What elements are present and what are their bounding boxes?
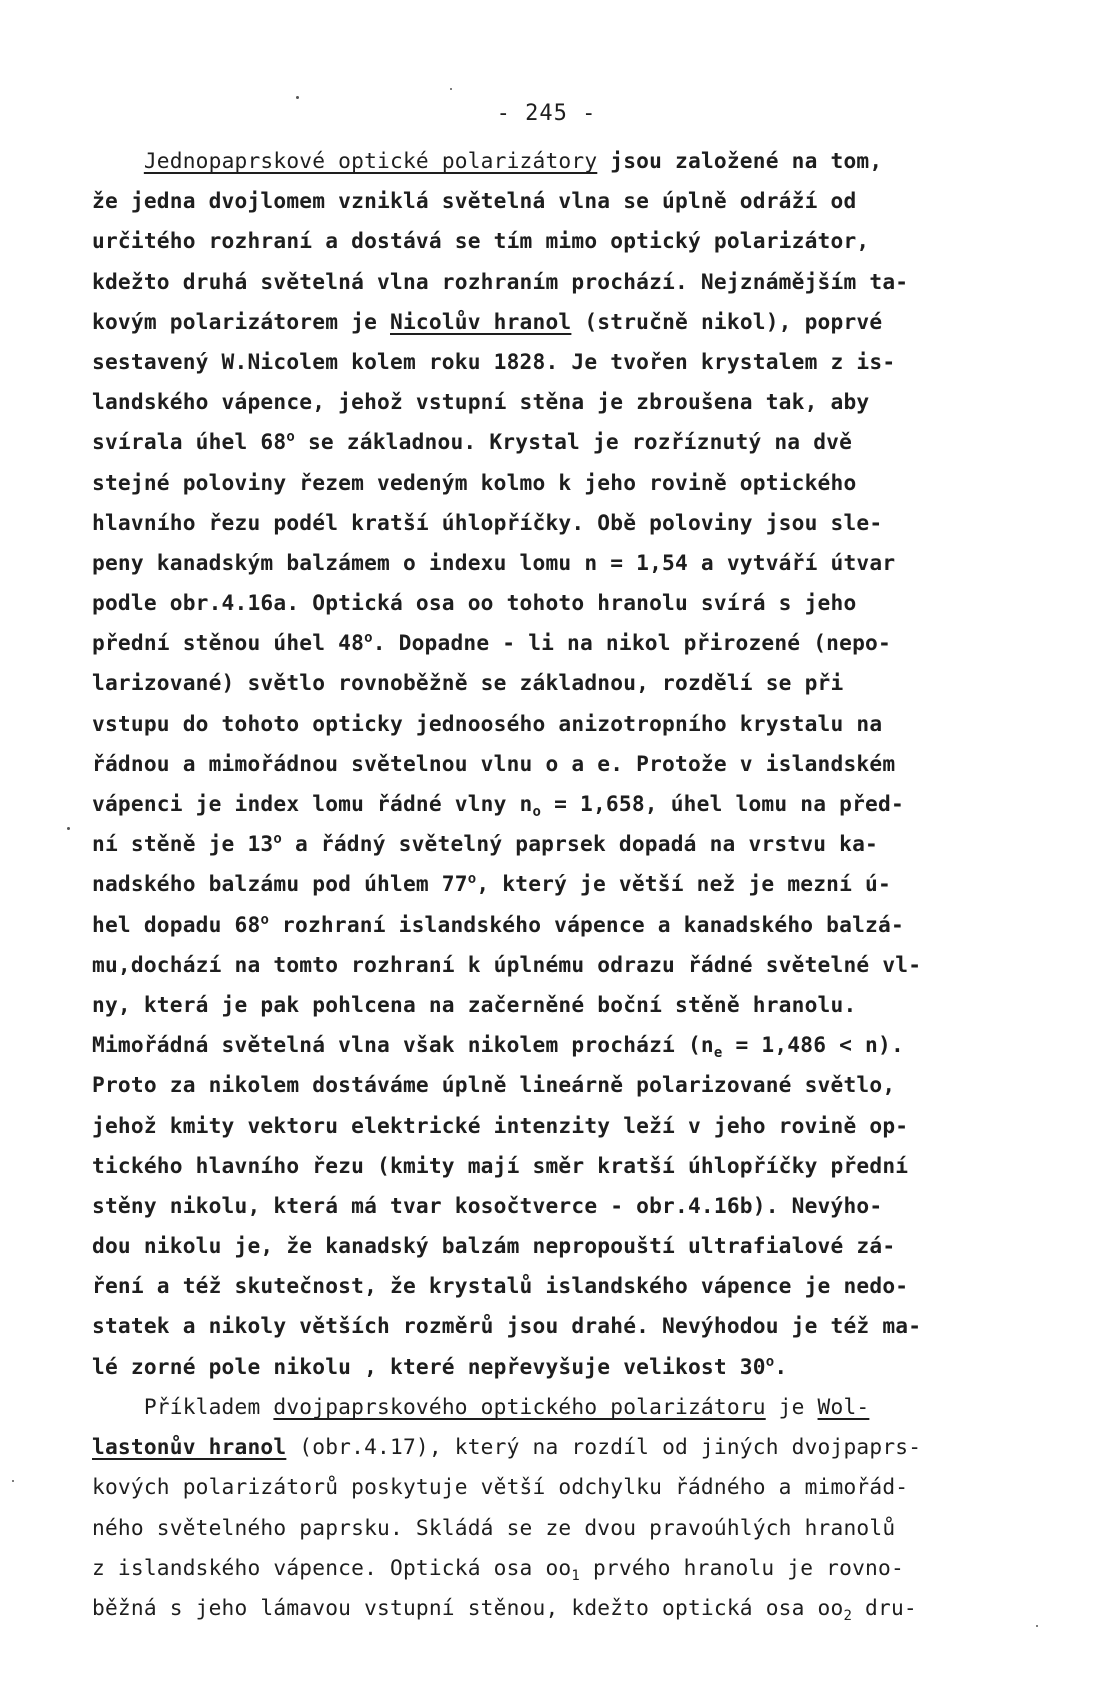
text-line: statek a nikoly větších rozměrů jsou drahé. Nevýhodou je též ma- <box>92 1313 922 1339</box>
text-line: přední stěnou úhel 48$^o$. Dopadne - li na nikol přirozené (nepo- <box>92 630 891 656</box>
axis-index-subscript: 2 <box>843 1608 853 1625</box>
extraordinary-index-subscript: e <box>713 1045 723 1062</box>
text-line: lastonův hranol (obr.4.17), který na rozdíl od jiných dvojpaprs- <box>92 1434 922 1460</box>
text-line: mu,dochází na tomto rozhraní k úplnému odrazu řádné světelné vl- <box>92 951 922 977</box>
text-line: larizované) světlo rovnoběžně se základnou, rozdělí se při <box>92 670 844 696</box>
text-line: stejné poloviny řezem vedeným kolmo k jeho rovině optického <box>92 469 857 495</box>
degree-superscript: o <box>286 429 295 446</box>
degree-superscript: o <box>273 831 283 848</box>
text-line: kových polarizátorů poskytuje větší odchylku řádného a mimořád- <box>92 1474 909 1500</box>
text-line: hel dopadu 68$^o$ rozhraní islandského vápence a kanadského balzá- <box>92 911 904 937</box>
text-line: sestavený W.Nicolem kolem roku 1828. Je tvořen krystalem z is- <box>92 348 896 374</box>
page-number: - 245 - <box>496 101 597 126</box>
ordinary-index-subscript: o <box>532 804 542 821</box>
term-double-beam-polarizer: dvojpaprskového optického polarizátoru <box>273 1394 766 1419</box>
text-line: podle obr.4.16a. Optická osa oo tohoto hranolu svírá s jeho <box>92 590 857 616</box>
term-nicol-prism: Nicolův hranol <box>390 308 572 334</box>
scan-speck <box>1036 1625 1038 1627</box>
text-line: že jedna dvojlomem vzniklá světelná vlna se úplně odráží od <box>92 188 857 214</box>
paragraph-wollaston-prism <box>92 1387 1052 1628</box>
text-line: kdežto druhá světelná vlna rozhraním prochází. Nejznámějším ta- <box>92 268 909 294</box>
text-line: ny, která je pak pohlcena na začerněné boční stěně hranolu. <box>92 991 857 1017</box>
text-line: landského vápence, jehož vstupní stěna je zbroušena tak, aby <box>92 389 870 415</box>
text-line: vstupu do tohoto opticky jednoosého anizotropního krystalu na <box>92 710 883 736</box>
text-line: lé zorné pole nikolu , které nepřevyšuje velikost 30$^o$. <box>92 1353 788 1379</box>
text-line: z islandského vápence. Optická osa $oo_1$ prvého hranolu je rovno- <box>92 1554 904 1584</box>
text-line: ného světelného paprsku. Skládá se ze dvou pravoúhlých hranolů <box>92 1514 896 1540</box>
text-line: ření a též skutečnost, že krystalů islandského vápence je nedo- <box>92 1273 909 1299</box>
scan-speck <box>450 88 452 90</box>
paragraph-nicol-prism <box>92 141 1052 1387</box>
text-line: tického hlavního řezu (kmity mají směr kratší úhlopříčky přední <box>92 1152 909 1178</box>
term-single-beam-polarizers: Jednopaprskové optické polarizátory <box>143 148 598 173</box>
scan-speck <box>296 96 299 99</box>
degree-superscript: o <box>260 911 270 928</box>
term-wollaston-prism-end: lastonův hranol <box>92 1434 287 1460</box>
degree-superscript: o <box>467 871 477 888</box>
text-line: Příkladem dvojpaprskového optického polarizátoru je Wol- <box>92 1394 870 1419</box>
text-line: kovým polarizátorem je Nicolův hranol (stručně nikol), poprvé <box>92 308 883 334</box>
scan-speck <box>12 1480 14 1482</box>
degree-superscript: o <box>765 1353 775 1370</box>
text-line: hlavního řezu podél kratší úhlopříčky. Obě poloviny jsou sle- <box>92 509 883 535</box>
text-line: jehož kmity vektoru elektrické intenzity leží v jeho rovině op- <box>92 1112 909 1138</box>
text-line: vápenci je index lomu řádné vlny $n_o = 1,658$, úhel lomu na před- <box>92 791 904 821</box>
text-line: stěny nikolu, která má tvar kosočtverce - obr.4.16b). Nevýho- <box>92 1192 883 1218</box>
text-line: určitého rozhraní a dostává se tím mimo optický polarizátor, <box>92 228 870 254</box>
text-line: Jednopaprskové optické polarizátory jsou založené na tom, <box>143 148 883 173</box>
text-line: Proto za nikolem dostáváme úplně lineárně polarizované světlo, <box>92 1072 896 1098</box>
text-line: Mimořádná světelná vlna však nikolem prochází $(n_e = 1,486 < n)$. <box>92 1032 904 1062</box>
scan-speck <box>67 827 70 830</box>
axis-index-subscript: 1 <box>571 1567 581 1584</box>
text-line: ní stěně je 13$^o$ a řádný světelný paprsek dopadá na vrstvu ka- <box>92 831 879 857</box>
text-line: řádnou a mimořádnou světelnou vlnu o a e. Protože v islandském <box>92 750 896 776</box>
degree-superscript: o <box>364 630 373 647</box>
text-line: svírala úhel 68$^o$ se základnou. Krystal je rozříznutý na dvě <box>92 429 853 455</box>
text-line: dou nikolu je, že kanadský balzám nepropouští ultrafialové zá- <box>92 1233 896 1259</box>
text-line: nadského balzámu pod úhlem 77$^o$, který je větší než je mezní ú- <box>92 871 891 897</box>
text-line: běžná s jeho lámavou vstupní stěnou, kdežto optická osa $oo_2$ dru- <box>92 1594 917 1625</box>
term-wollaston-prism-start: Wol- <box>817 1394 870 1419</box>
text-line: peny kanadským balzámem o indexu lomu n = 1,54 a vytváří útvar <box>92 549 896 575</box>
